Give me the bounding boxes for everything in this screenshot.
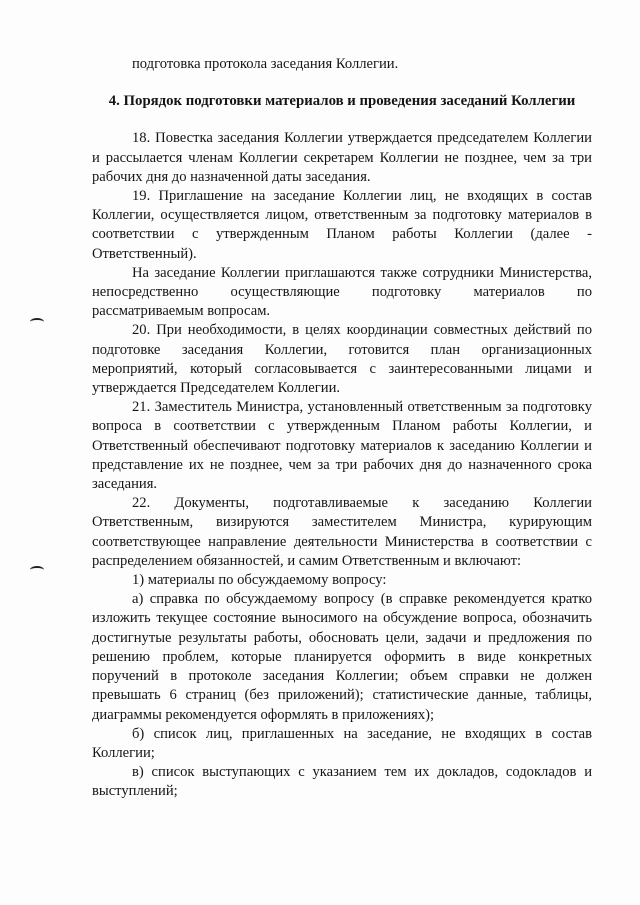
margin-mark: [30, 566, 44, 574]
list-item-1: 1) материалы по обсуждаемому вопросу:: [132, 572, 387, 589]
list-item-b: б) список лиц, приглашенных на заседание, не входящих в состав Коллегии;: [92, 725, 592, 761]
intro-line: подготовка протокола заседания Коллегии.: [132, 56, 399, 72]
paragraph-22: 22. Документы, подготавливаемые к заседанию Коллегии Ответственным, визируются заместителем Министра, курирующим соответствующее направление деятельности Министерства в соответствии с распределением обязанностей, и самим Ответственным и включают:: [92, 495, 592, 569]
paragraph-20: 20. При необходимости, в целях координации совместных действий по подготовке заседания Коллегии, готовится план организационных мероприятий, который согласовывается с заинтересованными лицами и утверждается Председателем Коллегии.: [92, 322, 592, 397]
section-heading: 4. Порядок подготовки материалов и проведения заседаний Коллегии: [108, 93, 576, 110]
paragraph-19: 19. Приглашение на заседание Коллегии лиц, не входящих в состав Коллегии, осуществляется лицом, ответственным за подготовку материалов в соответствии с утвержденным Планом работы Коллегии (далее - Ответственный).: [92, 188, 592, 262]
margin-mark: [30, 318, 44, 326]
paragraph-19-continued: На заседание Коллегии приглашаются также сотрудники Министерства, непосредственно осуществляющие подготовку материалов по рассматриваемым вопросам.: [92, 264, 592, 320]
list-item-v: в) список выступающих с указанием тем их докладов, содокладов и выступлений;: [92, 764, 592, 800]
paragraph-21: 21. Заместитель Министра, установленный ответственным за подготовку вопроса в соответствии с утвержденным Планом работы Коллегии, и Ответственный обеспечивают подготовку материалов к заседанию Коллегии и представление их не позднее, чем за три рабочих дня до назначенного срока заседания.: [92, 399, 592, 493]
list-item-a: а) справка по обсуждаемому вопросу (в справке рекомендуется кратко изложить текущее состояние выносимого на обсуждение вопроса, обозначить достигнутые результаты работы, обосновать цели, задачи и предложения по решению проблем, которые планируется оформить в виде конкретных поручений в протоколе заседания Коллегии; объем справки не должен превышать 6 страниц (без приложений); статистические данные, таблицы, диаграммы рекомендуется оформлять в приложениях);: [92, 591, 592, 723]
paragraph-18: 18. Повестка заседания Коллегии утверждается председателем Коллегии и рассылается членам Коллегии секретарем Коллегии не позднее, чем за три рабочих дня до назначенной даты заседания.: [92, 130, 592, 185]
document-body: [92, 55, 592, 802]
